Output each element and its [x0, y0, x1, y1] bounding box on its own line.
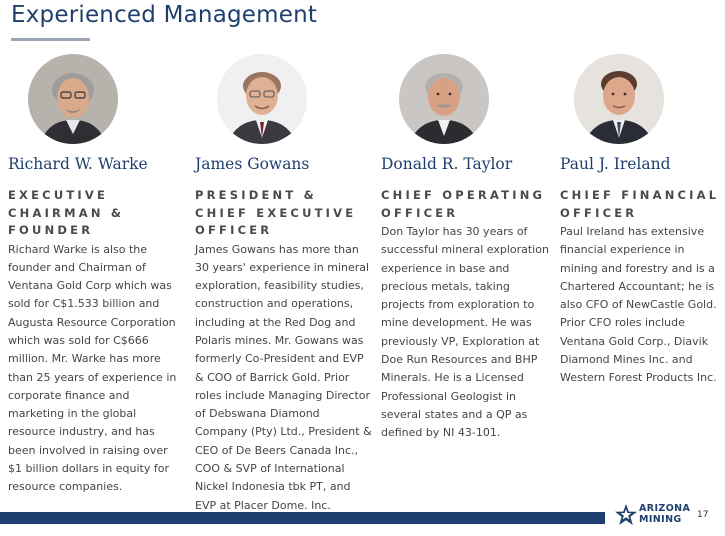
executive-photo — [217, 54, 307, 144]
executive-card — [195, 54, 375, 515]
executive-card — [381, 54, 556, 443]
executive-name: Donald R. Taylor — [381, 155, 513, 173]
executive-photo — [28, 54, 118, 144]
executive-bio: Paul Ireland has extensive financial experience in mining and forestry and is a Chartered Accountant; he is also CFO of NewCastle Gold. Prior CFO roles include Ventana Gold Corp., Diavik Diamond Mines Inc. and Western Forest Products Inc. — [560, 225, 717, 385]
page-number: 17 — [697, 510, 709, 520]
executive-card — [8, 54, 183, 497]
slide-title: Experienced Management — [11, 2, 318, 28]
company-logo — [614, 502, 690, 528]
footer-bar — [0, 512, 605, 524]
executive-role: CHIEF FINANCIAL OFFICER — [560, 188, 720, 220]
executive-bio: Richard Warke is also the founder and Chairman of Ventana Gold Corp which was sold for C$1.533 billion and Augusta Resource Corporation which was sold for C$666 million. Mr. Warke has more than 25 years of experience in corporate finance and marketing in the global resource industry, and has been involved in raising over $1 billion dollars in equity for resource companies. — [8, 242, 177, 494]
executive-name: James Gowans — [195, 155, 310, 173]
executive-photo — [574, 54, 664, 144]
logo-text-line1: ARIZONA — [639, 503, 691, 514]
executive-role: EXECUTIVE CHAIRMAN & FOUNDER — [8, 188, 125, 237]
executive-role: CHIEF OPERATING OFFICER — [381, 188, 546, 220]
star-logo-icon — [614, 503, 638, 527]
executive-photo — [399, 54, 489, 144]
executive-name: Paul J. Ireland — [560, 155, 671, 173]
executive-card — [560, 54, 720, 388]
executive-name: Richard W. Warke — [8, 155, 148, 173]
executive-bio: James Gowans has more than 30 years' experience in mineral exploration, feasibility studies, construction and operations, including at the Red Dog and Polaris mines. Mr. Gowans was formerly Co-President and EVP & COO of Barrick Gold. Prior roles include Managing Director of Debswana Diamond Company (Pty) Ltd., President & CEO of De Beers Canada Inc., COO & SVP of International Nickel Indonesia tbk PT, and EVP at Placer Dome. Inc. — [195, 242, 372, 512]
executive-role: PRESIDENT & CHIEF EXECUTIVE OFFICER — [195, 188, 357, 237]
title-underline — [11, 38, 90, 41]
executive-bio: Don Taylor has 30 years of successful mineral exploration experience in base and precious metals, taking projects from exploration to mine development. He was previously VP, Exploration at Doe Run Resources and BHP Minerals. He is a Licensed Professional Geologist in several states and a QP as defined by NI 43-101. — [381, 225, 549, 440]
logo-text-line2: MINING — [639, 513, 682, 525]
